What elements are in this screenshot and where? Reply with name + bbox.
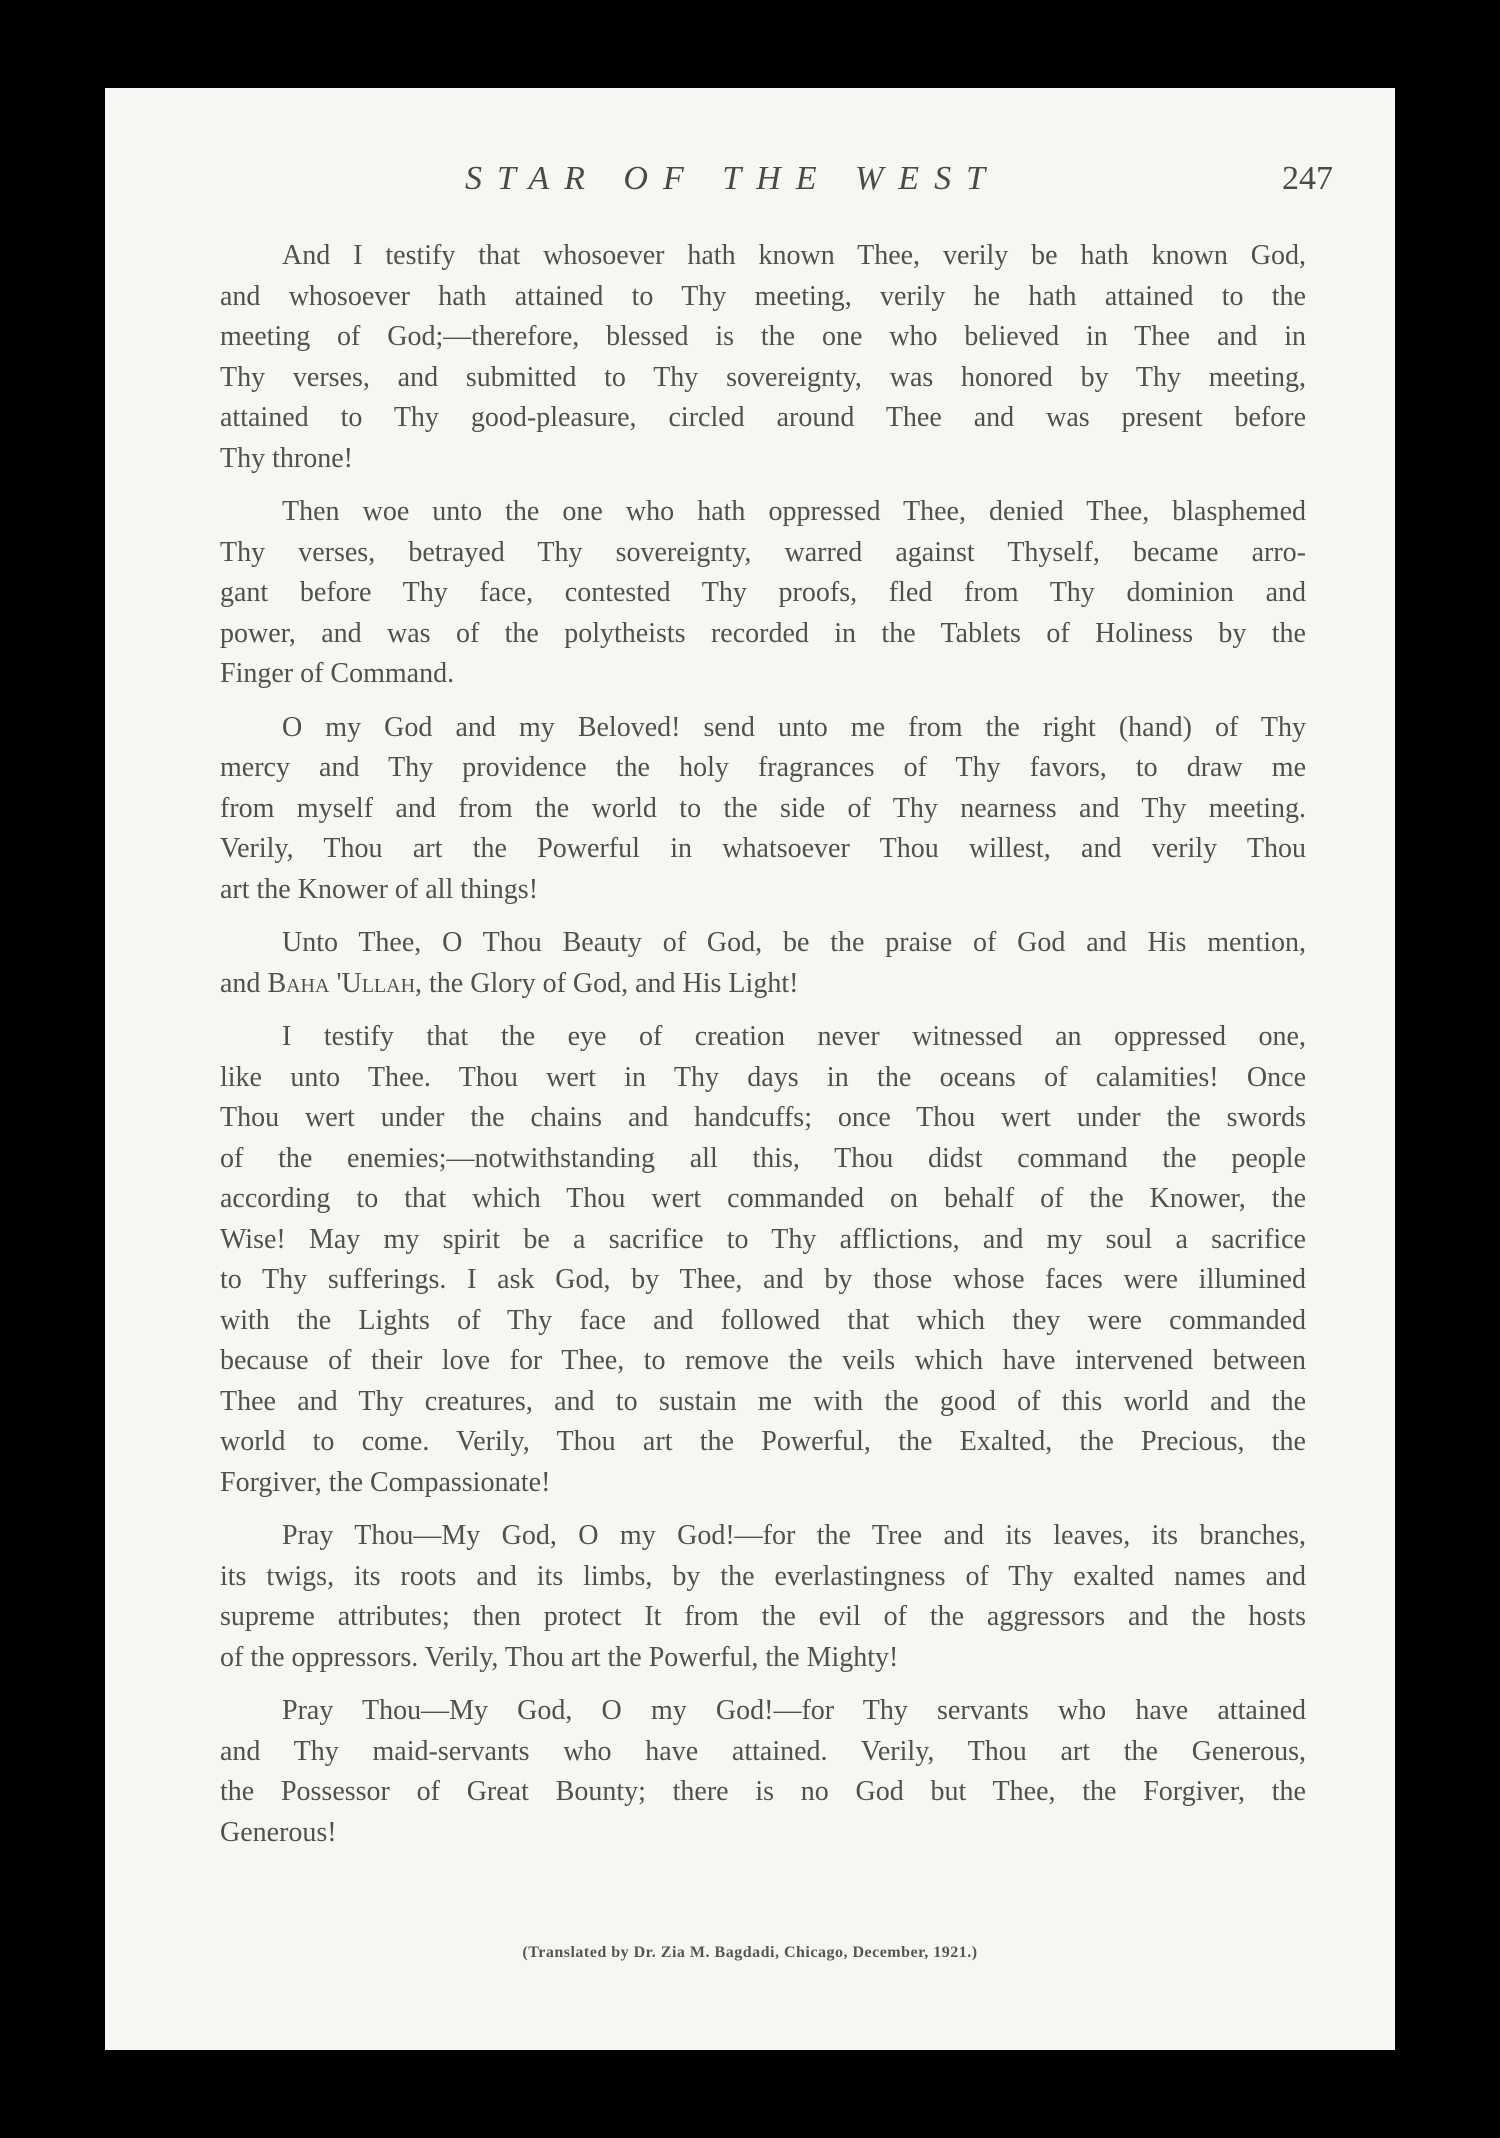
text-line: I testify that the eye of creation never witnessed an oppressed one, [282,1021,1306,1052]
text-line: Thou wert under the chains and handcuffs; once Thou wert under the swords [220,1102,1306,1133]
small-caps-name: Baha 'Ullah [267,967,416,999]
text-line: and whosoever hath attained to Thy meeting, verily he hath attained to the [220,280,1306,312]
text-line: Thee and Thy creatures, and to sustain me with the good of this world and the [220,1385,1306,1417]
text-line: from myself and from the world to the side of Thy nearness and Thy meeting. [220,792,1306,824]
text-line [220,964,1306,1005]
text-line: of the oppressors. Verily, Thou art the Powerful, the Mighty! [220,1641,899,1673]
text-segment: , the Glory of God, and His Light! [415,967,799,999]
text-line: Finger of Command. [220,658,455,689]
text-line: with the Lights of Thy face and followed that which they were commanded [220,1304,1306,1336]
text-line: its twigs, its roots and its limbs, by the everlastingness of Thy exalted names and [220,1560,1306,1592]
text-line: Verily, Thou art the Powerful in whatsoever Thou willest, and verily Thou [220,833,1306,864]
body-text [220,236,1306,1866]
text-line: Generous! [220,1816,337,1848]
text-line: meeting of God;—therefore, blessed is the one who believed in Thee and in [220,321,1306,352]
text-line: and Thy maid-servants who have attained. Verily, Thou art the Generous, [220,1735,1306,1767]
text-segment: and [220,967,268,999]
text-line: Pray Thou—My God, O my God!—for the Tree and its leaves, its branches, [282,1520,1306,1551]
text-line: supreme attributes; then protect It from the evil of the aggressors and the hosts [220,1601,1306,1632]
text-line: art the Knower of all things! [220,873,539,905]
text-line: of the enemies;—notwithstanding all this, Thou didst command the people [220,1142,1306,1174]
text-line: attained to Thy good-pleasure, circled around Thee and was present before [220,402,1306,433]
text-line: O my God and my Beloved! send unto me from the right (hand) of Thy [282,711,1306,743]
text-line: according to that which Thou wert commanded on behalf of the Knower, the [220,1183,1306,1214]
paragraph [220,236,1306,479]
text-line: world to come. Verily, Thou art the Powerful, the Exalted, the Precious, the [220,1426,1306,1457]
text-line: Thy verses, and submitted to Thy sovereignty, was honored by Thy meeting, [220,361,1306,393]
text-line: the Possessor of Great Bounty; there is no God but Thee, the Forgiver, the [220,1776,1306,1807]
text-line: like unto Thee. Thou wert in Thy days in the oceans of calamities! Once [220,1061,1306,1093]
translation-credit: (Translated by Dr. Zia M. Bagdadi, Chicago, December, 1921.) [522,1944,978,1961]
journal-title: STAR OF THE WEST [465,160,1000,197]
text-line: gant before Thy face, contested Thy proofs, fled from Thy dominion and [220,577,1306,608]
paragraph [220,492,1306,695]
paragraph [220,1017,1306,1503]
paragraph [220,923,1306,1004]
text-line: Then woe unto the one who hath oppressed Thee, denied Thee, blasphemed [282,496,1306,527]
text-line: Thy verses, betrayed Thy sovereignty, warred against Thyself, became arro- [220,536,1306,568]
text-line: Forgiver, the Compassionate! [220,1466,551,1498]
text-line: power, and was of the polytheists recorded in the Tablets of Holiness by the [220,617,1306,649]
text-line: mercy and Thy providence the holy fragrances of Thy favors, to draw me [220,752,1306,783]
paragraph [220,708,1306,911]
text-line: Pray Thou—My God, O my God!—for Thy servants who have attained [282,1695,1306,1726]
text-line: Unto Thee, O Thou Beauty of God, be the praise of God and His mention, [282,927,1306,958]
text-line: Thy throne! [220,442,353,474]
paragraph [220,1691,1306,1853]
text-line: because of their love for Thee, to remove the veils which have intervened between [220,1345,1306,1376]
text-line: Wise! May my spirit be a sacrifice to Thy afflictions, and my soul a sacrifice [220,1223,1306,1255]
text-line: to Thy sufferings. I ask God, by Thee, and by those whose faces were illumined [220,1264,1306,1295]
page-number: 247 [1282,160,1333,197]
paragraph [220,1516,1306,1678]
text-line: And I testify that whosoever hath known Thee, verily be hath known God, [282,240,1306,271]
